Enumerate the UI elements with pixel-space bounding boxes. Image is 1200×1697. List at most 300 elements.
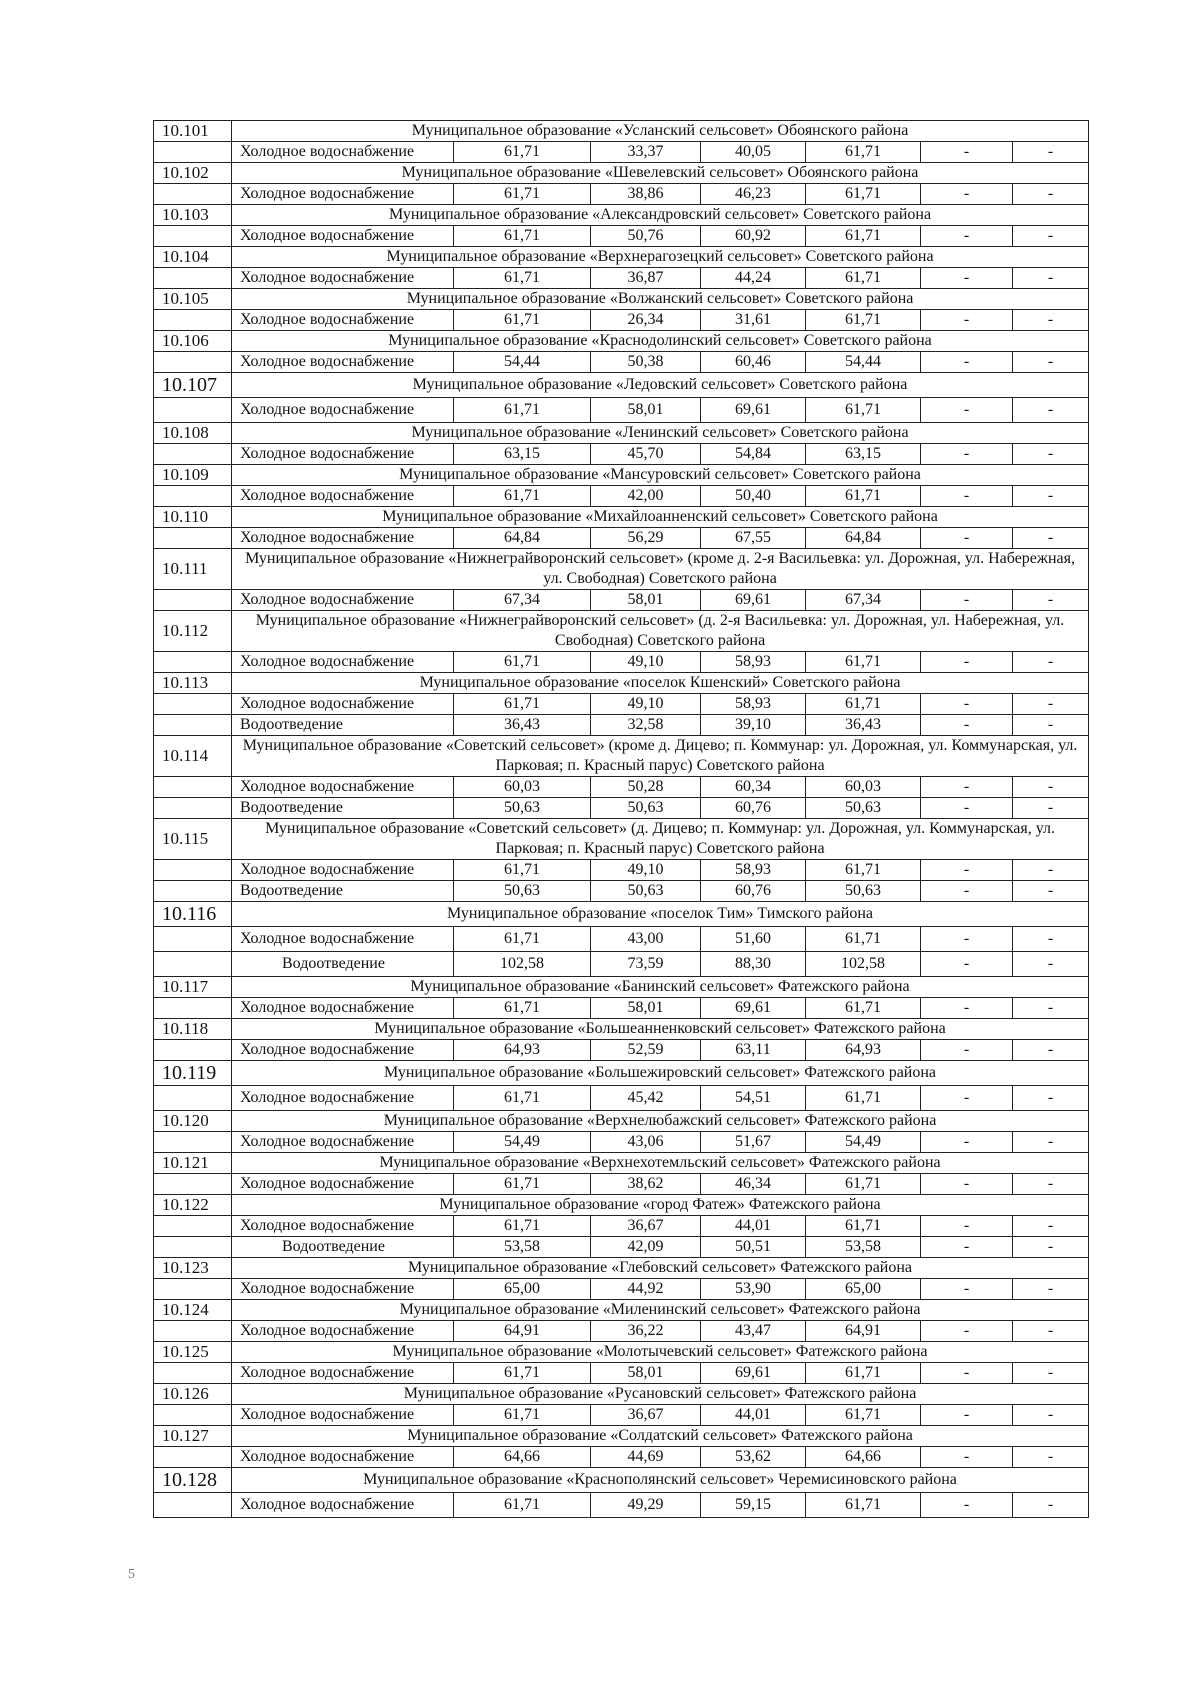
- service-name: Холодное водоснабжение: [232, 1216, 454, 1237]
- tariff-value-cell: 58,01: [591, 1363, 701, 1384]
- service-name: Холодное водоснабжение: [232, 652, 454, 673]
- tariff-value-cell: -: [1013, 798, 1089, 819]
- tariff-value-cell: -: [1013, 184, 1089, 205]
- service-row: [154, 1086, 1089, 1111]
- tariff-value-cell: 54,84: [701, 444, 806, 465]
- tariff-value-cell: -: [1013, 694, 1089, 715]
- tariff-value-cell: 61,71: [806, 1174, 921, 1195]
- service-name: Холодное водоснабжение: [232, 1174, 454, 1195]
- row-code: 10.107: [154, 373, 232, 398]
- table-body: [154, 121, 1089, 1518]
- tariff-value-cell: 53,62: [701, 1447, 806, 1468]
- tariff-value-cell: 61,71: [454, 1216, 591, 1237]
- tariff-value-cell: -: [1013, 1086, 1089, 1111]
- tariff-value-cell: 67,55: [701, 528, 806, 549]
- service-name: Холодное водоснабжение: [232, 1132, 454, 1153]
- empty-code-cell: [154, 1279, 232, 1300]
- block-header-row: [154, 902, 1089, 927]
- empty-code-cell: [154, 798, 232, 819]
- tariff-value-cell: -: [1013, 1447, 1089, 1468]
- service-name: Водоотведение: [232, 715, 454, 736]
- tariff-value-cell: -: [1013, 590, 1089, 611]
- empty-code-cell: [154, 1405, 232, 1426]
- margin-mark: 5: [128, 1567, 135, 1582]
- block-header-row: [154, 331, 1089, 352]
- tariff-value-cell: -: [921, 715, 1013, 736]
- block-header-row: [154, 736, 1089, 777]
- municipality-title: Муниципальное образование «Нижнеграйворонский сельсовет» (д. 2-я Васильевка: ул. Дорожная, ул. Набережная, ул. Свободная) Советского района: [232, 611, 1089, 652]
- empty-code-cell: [154, 1174, 232, 1195]
- row-code: 10.106: [154, 331, 232, 352]
- tariff-value-cell: 60,92: [701, 226, 806, 247]
- tariff-value-cell: 42,00: [591, 486, 701, 507]
- service-name: Холодное водоснабжение: [232, 694, 454, 715]
- row-code: 10.105: [154, 289, 232, 310]
- service-row: [154, 1174, 1089, 1195]
- block-header-row: [154, 121, 1089, 142]
- tariff-value-cell: 39,10: [701, 715, 806, 736]
- municipality-title: Муниципальное образование «Волжанский сельсовет» Советского района: [232, 289, 1089, 310]
- row-code: 10.108: [154, 423, 232, 444]
- tariff-value-cell: -: [921, 486, 1013, 507]
- municipality-title: Муниципальное образование «Солдатский сельсовет» Фатежского района: [232, 1426, 1089, 1447]
- row-code: 10.110: [154, 507, 232, 528]
- tariff-value-cell: 45,70: [591, 444, 701, 465]
- empty-code-cell: [154, 998, 232, 1019]
- tariff-value-cell: 38,86: [591, 184, 701, 205]
- service-name: Холодное водоснабжение: [232, 142, 454, 163]
- service-row: [154, 1363, 1089, 1384]
- tariff-value-cell: 51,60: [701, 927, 806, 952]
- municipality-title: Муниципальное образование «Глебовский сельсовет» Фатежского района: [232, 1258, 1089, 1279]
- row-code: 10.125: [154, 1342, 232, 1363]
- tariff-value-cell: 54,44: [806, 352, 921, 373]
- tariff-value-cell: -: [921, 1216, 1013, 1237]
- tariff-value-cell: -: [1013, 777, 1089, 798]
- service-name: Холодное водоснабжение: [232, 860, 454, 881]
- tariff-value-cell: 88,30: [701, 952, 806, 977]
- tariff-value-cell: 63,15: [806, 444, 921, 465]
- tariff-value-cell: -: [1013, 142, 1089, 163]
- tariff-value-cell: 32,58: [591, 715, 701, 736]
- tariff-value-cell: -: [1013, 486, 1089, 507]
- tariff-value-cell: 58,01: [591, 398, 701, 423]
- block-header-row: [154, 1019, 1089, 1040]
- tariff-value-cell: 46,34: [701, 1174, 806, 1195]
- tariff-value-cell: 61,71: [806, 486, 921, 507]
- row-code: 10.116: [154, 902, 232, 927]
- empty-code-cell: [154, 398, 232, 423]
- tariff-value-cell: 44,24: [701, 268, 806, 289]
- service-name: Холодное водоснабжение: [232, 444, 454, 465]
- municipality-title: Муниципальное образование «Верхнерагозецкий сельсовет» Советского района: [232, 247, 1089, 268]
- tariff-value-cell: 31,61: [701, 310, 806, 331]
- tariff-value-cell: -: [1013, 1321, 1089, 1342]
- service-name: Холодное водоснабжение: [232, 398, 454, 423]
- block-header-row: [154, 1300, 1089, 1321]
- municipality-title: Муниципальное образование «Большежировский сельсовет» Фатежского района: [232, 1061, 1089, 1086]
- tariff-value-cell: 36,67: [591, 1405, 701, 1426]
- block-header-row: [154, 1426, 1089, 1447]
- service-name: Холодное водоснабжение: [232, 998, 454, 1019]
- row-code: 10.117: [154, 977, 232, 998]
- service-name: Холодное водоснабжение: [232, 777, 454, 798]
- service-row: [154, 1321, 1089, 1342]
- tariff-value-cell: 53,90: [701, 1279, 806, 1300]
- tariff-value-cell: -: [921, 798, 1013, 819]
- empty-code-cell: [154, 1132, 232, 1153]
- row-code: 10.118: [154, 1019, 232, 1040]
- tariff-value-cell: -: [921, 1132, 1013, 1153]
- tariff-value-cell: 53,58: [454, 1237, 591, 1258]
- tariff-value-cell: -: [1013, 952, 1089, 977]
- empty-code-cell: [154, 694, 232, 715]
- row-code: 10.128: [154, 1468, 232, 1493]
- tariff-value-cell: 61,71: [454, 226, 591, 247]
- tariff-value-cell: 44,01: [701, 1216, 806, 1237]
- tariff-value-cell: 64,91: [454, 1321, 591, 1342]
- service-row: [154, 1447, 1089, 1468]
- service-row: [154, 881, 1089, 902]
- tariff-value-cell: 64,84: [454, 528, 591, 549]
- service-name: Водоотведение: [232, 1237, 454, 1258]
- tariff-value-cell: 61,71: [806, 860, 921, 881]
- tariff-value-cell: 61,71: [806, 1493, 921, 1518]
- tariff-value-cell: 64,93: [806, 1040, 921, 1061]
- row-code: 10.109: [154, 465, 232, 486]
- tariff-value-cell: -: [1013, 1363, 1089, 1384]
- service-row: [154, 352, 1089, 373]
- block-header-row: [154, 1258, 1089, 1279]
- tariff-value-cell: 60,46: [701, 352, 806, 373]
- municipality-title: Муниципальное образование «Верхнехотемльский сельсовет» Фатежского района: [232, 1153, 1089, 1174]
- empty-code-cell: [154, 860, 232, 881]
- service-name: Холодное водоснабжение: [232, 1279, 454, 1300]
- empty-code-cell: [154, 927, 232, 952]
- tariff-value-cell: -: [921, 952, 1013, 977]
- block-header-row: [154, 549, 1089, 590]
- tariff-value-cell: 49,10: [591, 652, 701, 673]
- tariff-value-cell: 49,29: [591, 1493, 701, 1518]
- tariff-value-cell: 61,71: [454, 1493, 591, 1518]
- service-name: Холодное водоснабжение: [232, 1363, 454, 1384]
- tariff-value-cell: 40,05: [701, 142, 806, 163]
- tariff-value-cell: -: [921, 1321, 1013, 1342]
- tariff-value-cell: 50,28: [591, 777, 701, 798]
- block-header-row: [154, 1342, 1089, 1363]
- tariff-value-cell: -: [921, 1174, 1013, 1195]
- tariff-value-cell: -: [1013, 1493, 1089, 1518]
- tariff-value-cell: 63,15: [454, 444, 591, 465]
- block-header-row: [154, 163, 1089, 184]
- empty-code-cell: [154, 1493, 232, 1518]
- tariff-value-cell: 64,66: [454, 1447, 591, 1468]
- tariff-value-cell: 53,58: [806, 1237, 921, 1258]
- service-row: [154, 952, 1089, 977]
- tariff-value-cell: 61,71: [806, 652, 921, 673]
- tariff-value-cell: 61,71: [806, 226, 921, 247]
- service-row: [154, 798, 1089, 819]
- tariff-value-cell: 64,66: [806, 1447, 921, 1468]
- tariff-value-cell: 58,01: [591, 590, 701, 611]
- tariff-value-cell: 36,43: [454, 715, 591, 736]
- tariff-value-cell: 38,62: [591, 1174, 701, 1195]
- service-row: [154, 398, 1089, 423]
- tariff-value-cell: 73,59: [591, 952, 701, 977]
- block-header-row: [154, 673, 1089, 694]
- tariff-value-cell: 60,03: [806, 777, 921, 798]
- tariff-value-cell: 60,76: [701, 798, 806, 819]
- tariff-value-cell: -: [1013, 310, 1089, 331]
- empty-code-cell: [154, 268, 232, 289]
- municipality-title: Муниципальное образование «Большеанненковский сельсовет» Фатежского района: [232, 1019, 1089, 1040]
- row-code: 10.119: [154, 1061, 232, 1086]
- tariff-value-cell: 33,37: [591, 142, 701, 163]
- row-code: 10.127: [154, 1426, 232, 1447]
- tariff-value-cell: 60,34: [701, 777, 806, 798]
- tariff-value-cell: 61,71: [454, 398, 591, 423]
- service-name: Холодное водоснабжение: [232, 310, 454, 331]
- tariff-value-cell: 102,58: [806, 952, 921, 977]
- block-header-row: [154, 1384, 1089, 1405]
- tariff-value-cell: -: [921, 268, 1013, 289]
- tariff-value-cell: 58,93: [701, 652, 806, 673]
- tariff-value-cell: 43,06: [591, 1132, 701, 1153]
- row-code: 10.101: [154, 121, 232, 142]
- block-header-row: [154, 289, 1089, 310]
- service-row: [154, 310, 1089, 331]
- tariff-value-cell: 58,93: [701, 694, 806, 715]
- service-row: [154, 860, 1089, 881]
- block-header-row: [154, 1195, 1089, 1216]
- tariff-value-cell: -: [1013, 1040, 1089, 1061]
- service-name: Холодное водоснабжение: [232, 268, 454, 289]
- municipality-title: Муниципальное образование «Мансуровский сельсовет» Советского района: [232, 465, 1089, 486]
- service-row: [154, 652, 1089, 673]
- tariff-value-cell: 61,71: [806, 927, 921, 952]
- row-code: 10.115: [154, 819, 232, 860]
- service-row: [154, 694, 1089, 715]
- tariff-value-cell: 61,71: [454, 1405, 591, 1426]
- row-code: 10.112: [154, 611, 232, 652]
- block-header-row: [154, 1153, 1089, 1174]
- tariff-value-cell: -: [921, 1363, 1013, 1384]
- municipality-title: Муниципальное образование «Русановский сельсовет» Фатежского района: [232, 1384, 1089, 1405]
- tariff-value-cell: -: [1013, 226, 1089, 247]
- tariff-value-cell: 61,71: [454, 1174, 591, 1195]
- tariff-value-cell: -: [1013, 715, 1089, 736]
- tariff-value-cell: 50,76: [591, 226, 701, 247]
- tariff-value-cell: 45,42: [591, 1086, 701, 1111]
- tariff-value-cell: -: [921, 881, 1013, 902]
- tariff-value-cell: 61,71: [806, 998, 921, 1019]
- row-code: 10.122: [154, 1195, 232, 1216]
- service-name: Холодное водоснабжение: [232, 352, 454, 373]
- tariff-value-cell: -: [1013, 1132, 1089, 1153]
- municipality-title: Муниципальное образование «Советский сельсовет» (д. Дицево; п. Коммунар: ул. Дорожная, ул. Коммунарская, ул. Парковая; п. Красный парус) Советского района: [232, 819, 1089, 860]
- service-name: Водоотведение: [232, 798, 454, 819]
- municipality-title: Муниципальное образование «Краснополянский сельсовет» Черемисиновского района: [232, 1468, 1089, 1493]
- tariff-value-cell: -: [921, 1086, 1013, 1111]
- service-row: [154, 268, 1089, 289]
- tariff-value-cell: 61,71: [806, 694, 921, 715]
- municipality-title: Муниципальное образование «Краснодолинский сельсовет» Советского района: [232, 331, 1089, 352]
- tariff-value-cell: 50,63: [591, 798, 701, 819]
- service-row: [154, 226, 1089, 247]
- tariff-value-cell: 102,58: [454, 952, 591, 977]
- tariff-value-cell: 59,15: [701, 1493, 806, 1518]
- service-name: Холодное водоснабжение: [232, 486, 454, 507]
- tariff-value-cell: 44,92: [591, 1279, 701, 1300]
- tariff-value-cell: -: [921, 1040, 1013, 1061]
- empty-code-cell: [154, 1321, 232, 1342]
- service-row: [154, 1237, 1089, 1258]
- tariff-value-cell: 49,10: [591, 860, 701, 881]
- service-row: [154, 777, 1089, 798]
- tariff-value-cell: 26,34: [591, 310, 701, 331]
- tariff-value-cell: 69,61: [701, 998, 806, 1019]
- service-name: Холодное водоснабжение: [232, 1405, 454, 1426]
- tariff-value-cell: -: [1013, 881, 1089, 902]
- tariff-value-cell: -: [921, 1237, 1013, 1258]
- municipality-title: Муниципальное образование «поселок Тим» Тимского района: [232, 902, 1089, 927]
- tariff-value-cell: 50,38: [591, 352, 701, 373]
- tariff-value-cell: 50,40: [701, 486, 806, 507]
- service-name: Водоотведение: [232, 881, 454, 902]
- empty-code-cell: [154, 352, 232, 373]
- tariff-value-cell: 65,00: [454, 1279, 591, 1300]
- empty-code-cell: [154, 1040, 232, 1061]
- tariff-value-cell: 44,69: [591, 1447, 701, 1468]
- empty-code-cell: [154, 881, 232, 902]
- block-header-row: [154, 373, 1089, 398]
- tariff-value-cell: -: [921, 927, 1013, 952]
- row-code: 10.102: [154, 163, 232, 184]
- municipality-title: Муниципальное образование «Миленинский сельсовет» Фатежского района: [232, 1300, 1089, 1321]
- tariff-value-cell: 58,93: [701, 860, 806, 881]
- service-name: Холодное водоснабжение: [232, 1447, 454, 1468]
- tariff-value-cell: -: [1013, 1279, 1089, 1300]
- tariff-value-cell: 43,47: [701, 1321, 806, 1342]
- tariff-value-cell: 60,76: [701, 881, 806, 902]
- empty-code-cell: [154, 184, 232, 205]
- tariff-value-cell: 56,29: [591, 528, 701, 549]
- block-header-row: [154, 611, 1089, 652]
- municipality-title: Муниципальное образование «Ленинский сельсовет» Советского района: [232, 423, 1089, 444]
- municipality-title: Муниципальное образование «Советский сельсовет» (кроме д. Дицево; п. Коммунар: ул. Дорожная, ул. Коммунарская, ул. Парковая; п. Красный парус) Советского района: [232, 736, 1089, 777]
- municipality-title: Муниципальное образование «Шевелевский сельсовет» Обоянского района: [232, 163, 1089, 184]
- empty-code-cell: [154, 590, 232, 611]
- tariff-value-cell: 61,71: [806, 184, 921, 205]
- tariff-value-cell: 61,71: [454, 142, 591, 163]
- block-header-row: [154, 247, 1089, 268]
- service-name: Холодное водоснабжение: [232, 590, 454, 611]
- tariff-value-cell: -: [1013, 860, 1089, 881]
- tariff-value-cell: 61,71: [806, 1405, 921, 1426]
- tariff-value-cell: -: [921, 1279, 1013, 1300]
- tariff-value-cell: -: [1013, 398, 1089, 423]
- municipality-title: Муниципальное образование «Ледовский сельсовет» Советского района: [232, 373, 1089, 398]
- municipality-title: Муниципальное образование «Михайлоанненский сельсовет» Советского района: [232, 507, 1089, 528]
- tariff-value-cell: 50,63: [806, 881, 921, 902]
- row-code: 10.123: [154, 1258, 232, 1279]
- service-row: [154, 590, 1089, 611]
- tariff-value-cell: 36,43: [806, 715, 921, 736]
- row-code: 10.114: [154, 736, 232, 777]
- block-header-row: [154, 423, 1089, 444]
- tariff-value-cell: 61,71: [806, 310, 921, 331]
- tariff-value-cell: 61,71: [454, 486, 591, 507]
- tariff-value-cell: -: [921, 998, 1013, 1019]
- tariff-value-cell: 42,09: [591, 1237, 701, 1258]
- block-header-row: [154, 819, 1089, 860]
- tariff-value-cell: 46,23: [701, 184, 806, 205]
- tariff-value-cell: 61,71: [806, 1216, 921, 1237]
- tariff-value-cell: -: [1013, 352, 1089, 373]
- municipality-title: Муниципальное образование «Александровский сельсовет» Советского района: [232, 205, 1089, 226]
- service-name: Холодное водоснабжение: [232, 1493, 454, 1518]
- tariff-value-cell: -: [921, 184, 1013, 205]
- tariff-value-cell: -: [1013, 268, 1089, 289]
- service-row: [154, 1405, 1089, 1426]
- tariff-value-cell: 51,67: [701, 1132, 806, 1153]
- tariff-value-cell: -: [921, 398, 1013, 423]
- empty-code-cell: [154, 226, 232, 247]
- row-code: 10.113: [154, 673, 232, 694]
- row-code: 10.121: [154, 1153, 232, 1174]
- tariff-value-cell: -: [1013, 1216, 1089, 1237]
- municipality-title: Муниципальное образование «Нижнеграйворонский сельсовет» (кроме д. 2-я Васильевка: ул. Дорожная, ул. Набережная, ул. Свободная) Советского района: [232, 549, 1089, 590]
- empty-code-cell: [154, 1237, 232, 1258]
- block-header-row: [154, 507, 1089, 528]
- service-row: [154, 927, 1089, 952]
- service-name: Холодное водоснабжение: [232, 927, 454, 952]
- tariff-value-cell: 54,49: [806, 1132, 921, 1153]
- service-name: Холодное водоснабжение: [232, 1086, 454, 1111]
- tariff-value-cell: -: [921, 310, 1013, 331]
- tariff-value-cell: 61,71: [806, 398, 921, 423]
- tariff-value-cell: -: [1013, 444, 1089, 465]
- tariff-value-cell: -: [1013, 998, 1089, 1019]
- block-header-row: [154, 1061, 1089, 1086]
- block-header-row: [154, 977, 1089, 998]
- empty-code-cell: [154, 1447, 232, 1468]
- row-code: 10.126: [154, 1384, 232, 1405]
- tariff-value-cell: -: [1013, 1174, 1089, 1195]
- tariff-value-cell: 69,61: [701, 590, 806, 611]
- tariff-value-cell: 61,71: [454, 310, 591, 331]
- tariff-value-cell: 61,71: [454, 1086, 591, 1111]
- tariff-value-cell: 50,63: [454, 881, 591, 902]
- service-row: [154, 1279, 1089, 1300]
- tariff-value-cell: -: [921, 352, 1013, 373]
- empty-code-cell: [154, 715, 232, 736]
- empty-code-cell: [154, 528, 232, 549]
- tariff-value-cell: -: [1013, 652, 1089, 673]
- service-name: Холодное водоснабжение: [232, 1040, 454, 1061]
- tariff-value-cell: 61,71: [454, 998, 591, 1019]
- service-row: [154, 998, 1089, 1019]
- row-code: 10.124: [154, 1300, 232, 1321]
- block-header-row: [154, 465, 1089, 486]
- tariff-value-cell: 36,87: [591, 268, 701, 289]
- tariff-value-cell: -: [921, 1493, 1013, 1518]
- tariff-value-cell: 61,71: [454, 694, 591, 715]
- service-name: Холодное водоснабжение: [232, 1321, 454, 1342]
- tariff-value-cell: 64,84: [806, 528, 921, 549]
- tariff-value-cell: 36,22: [591, 1321, 701, 1342]
- service-row: [154, 1040, 1089, 1061]
